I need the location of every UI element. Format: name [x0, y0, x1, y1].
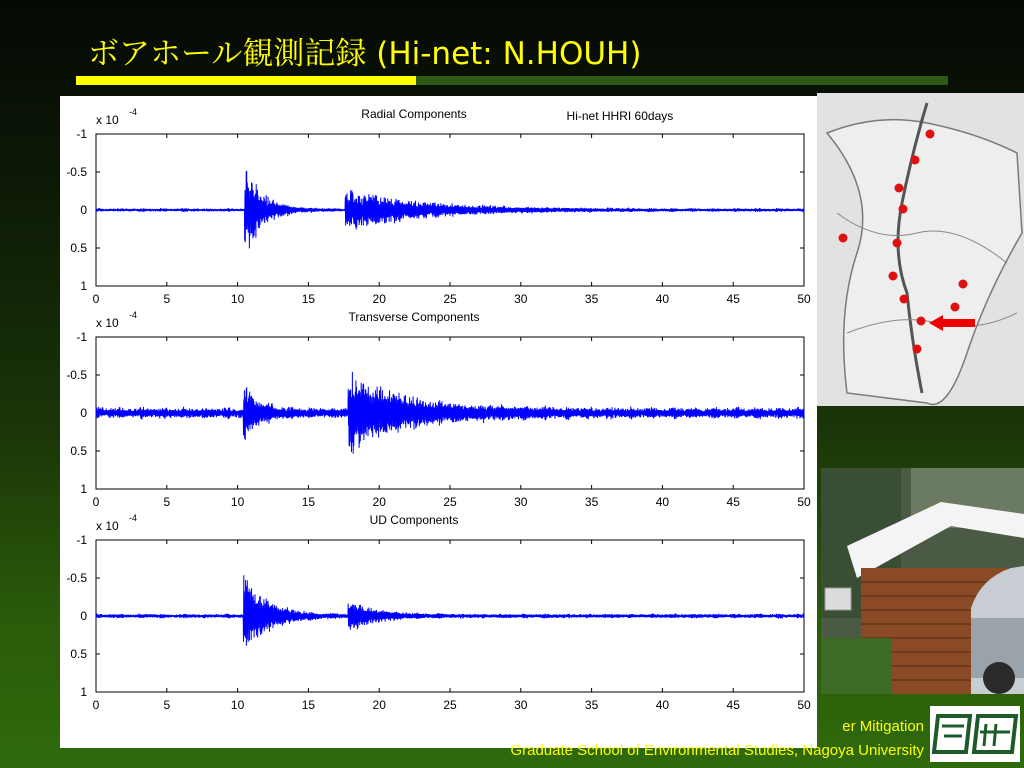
station-marker: [900, 295, 909, 304]
x-tick-label: 40: [655, 495, 670, 509]
x-tick-label: 5: [163, 292, 171, 306]
seismogram-panel: [60, 96, 817, 748]
x-tick-label: 40: [655, 292, 670, 306]
waveform-trace: [96, 372, 804, 454]
x-tick-label: 50: [797, 292, 811, 306]
y-tick-label: 0: [80, 406, 87, 420]
station-photo: [821, 468, 1024, 694]
x-tick-label: 15: [301, 292, 316, 306]
x-tick-label: 35: [584, 698, 599, 712]
x-tick-label: 25: [443, 495, 457, 509]
y-tick-label: 0: [80, 203, 87, 217]
scale-exponent: -4: [129, 513, 138, 523]
x-tick-label: 20: [372, 292, 386, 306]
x-tick-label: 15: [301, 495, 316, 509]
x-tick-label: 45: [726, 698, 740, 712]
station-marker: [895, 184, 904, 193]
x-tick-label: 40: [655, 698, 670, 712]
scale-label: x 10: [96, 113, 119, 127]
x-tick-label: 30: [514, 698, 528, 712]
station-marker: [951, 303, 960, 312]
x-tick-label: 30: [514, 495, 528, 509]
y-tick-label: 0: [80, 609, 87, 623]
x-tick-label: 20: [372, 495, 386, 509]
chart-annotation: Hi-net HHRI 60days: [566, 109, 674, 123]
x-tick-label: 0: [92, 495, 100, 509]
y-tick-label: 0.5: [70, 241, 87, 255]
station-map: [817, 93, 1024, 406]
chart-2: [66, 513, 811, 712]
chart-1: [66, 310, 811, 509]
x-tick-label: 35: [584, 292, 599, 306]
scale-exponent: -4: [129, 107, 138, 117]
title-underline: [76, 76, 948, 85]
y-tick-label: 0.5: [70, 444, 87, 458]
highlighted-station-marker: [917, 317, 926, 326]
station-map-drawing: [817, 93, 1024, 406]
y-tick-label: -0.5: [66, 165, 87, 179]
station-marker: [959, 280, 968, 289]
footer-line-1: er Mitigation: [842, 718, 924, 735]
chart-title: Transverse Components: [348, 310, 480, 324]
x-tick-label: 20: [372, 698, 386, 712]
x-tick-label: 10: [230, 698, 245, 712]
x-tick-label: 10: [230, 292, 245, 306]
station-photo-drawing: [821, 468, 1024, 694]
x-tick-label: 25: [443, 698, 457, 712]
x-tick-label: 35: [584, 495, 599, 509]
x-tick-label: 50: [797, 698, 811, 712]
x-tick-label: 25: [443, 292, 457, 306]
chart-0: [66, 107, 811, 306]
y-tick-label: -0.5: [66, 571, 87, 585]
x-tick-label: 0: [92, 698, 100, 712]
station-marker: [926, 130, 935, 139]
chart-title: UD Components: [369, 513, 459, 527]
x-tick-label: 30: [514, 292, 528, 306]
y-tick-label: 0.5: [70, 647, 87, 661]
scale-exponent: -4: [129, 310, 138, 320]
waveform-trace: [96, 575, 804, 646]
station-marker: [893, 239, 902, 248]
slide-title: ボアホール観測記録 (Hi-net: N.HOUH): [88, 36, 642, 72]
y-tick-label: 1: [80, 482, 87, 496]
scale-label: x 10: [96, 316, 119, 330]
station-marker: [889, 272, 898, 281]
y-tick-label: -0.5: [66, 368, 87, 382]
y-tick-label: 1: [80, 685, 87, 699]
x-tick-label: 5: [163, 495, 171, 509]
x-tick-label: 45: [726, 495, 740, 509]
station-marker: [899, 205, 908, 214]
seismogram-plots: [60, 96, 817, 748]
x-tick-label: 10: [230, 495, 245, 509]
x-tick-label: 50: [797, 495, 811, 509]
y-tick-label: -1: [76, 127, 87, 141]
waveform-trace: [96, 171, 804, 249]
station-marker: [913, 345, 922, 354]
y-tick-label: 1: [80, 279, 87, 293]
station-marker: [911, 156, 920, 165]
station-marker: [839, 234, 848, 243]
x-tick-label: 45: [726, 292, 740, 306]
scale-label: x 10: [96, 519, 119, 533]
x-tick-label: 15: [301, 698, 316, 712]
x-tick-label: 0: [92, 292, 100, 306]
y-tick-label: -1: [76, 533, 87, 547]
university-logo: [930, 706, 1020, 762]
chart-title: Radial Components: [361, 107, 467, 121]
footer-line-2: Graduate School of Environmental Studies, Nagoya University: [510, 742, 924, 759]
y-tick-label: -1: [76, 330, 87, 344]
x-tick-label: 5: [163, 698, 171, 712]
